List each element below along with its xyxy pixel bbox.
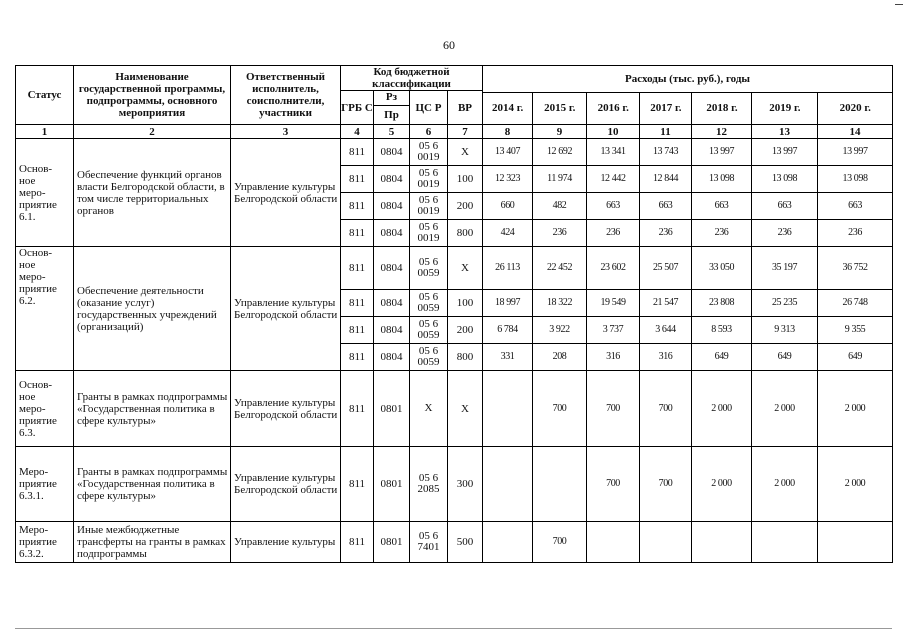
header-expenses-title: Расходы (тыс. руб.), годы xyxy=(483,66,892,93)
rzpr-cell: 0804 xyxy=(374,166,410,193)
header-budget-code: Код бюджетной классификации xyxy=(341,66,483,91)
expense-value-cell: 13 997 xyxy=(692,139,752,166)
header-year: 2020 г. xyxy=(839,102,871,114)
expense-value-cell: 25 235 xyxy=(752,290,818,317)
column-number: 5 xyxy=(374,125,410,139)
header-name: Наименование государственной программы, подпрограммы, основного мероприятия xyxy=(74,66,231,125)
column-number: 3 xyxy=(231,125,341,139)
grbs-cell: 811 xyxy=(341,193,374,220)
grbs-cell: 811 xyxy=(341,522,374,563)
expense-value-cell: 2 000 xyxy=(752,447,818,522)
expense-value-cell: 236 xyxy=(587,220,640,247)
expense-value-cell: 13 407 xyxy=(483,139,533,166)
expense-value-cell: 649 xyxy=(752,344,818,371)
grbs-cell: 811 xyxy=(341,139,374,166)
rzpr-cell: 0804 xyxy=(374,220,410,247)
rzpr-cell: 0804 xyxy=(374,193,410,220)
expense-value-cell: 13 341 xyxy=(587,139,640,166)
rzpr-cell: 0801 xyxy=(374,371,410,447)
csr-cell: 05 6 0059 xyxy=(410,290,448,317)
expense-value-cell: 13 997 xyxy=(818,139,893,166)
page-number: 60 xyxy=(443,38,455,52)
activity-name-cell: Обеспечение функций органов власти Белгородской области, в том числе территориальных органов xyxy=(74,139,231,247)
rzpr-cell: 0804 xyxy=(374,139,410,166)
column-number: 11 xyxy=(640,125,692,139)
expense-value-cell xyxy=(483,522,533,563)
vr-cell: 200 xyxy=(448,317,483,344)
activity-name-cell: Гранты в рамках подпрограммы «Государственная политика в сфере культуры» xyxy=(74,371,231,447)
table-row xyxy=(16,447,893,522)
expense-value-cell: 331 xyxy=(483,344,533,371)
column-number: 14 xyxy=(818,125,893,139)
expense-value-cell: 3 737 xyxy=(587,317,640,344)
expense-value-cell xyxy=(692,522,752,563)
expense-value-cell xyxy=(818,522,893,563)
csr-cell: 05 6 7401 xyxy=(410,522,448,563)
status-cell: Основ- ное меро- приятие 6.1. xyxy=(16,139,74,247)
expense-value-cell: 23 808 xyxy=(692,290,752,317)
expense-value-cell: 649 xyxy=(692,344,752,371)
expense-value-cell: 236 xyxy=(533,220,587,247)
expense-value-cell: 2 000 xyxy=(692,447,752,522)
column-number: 4 xyxy=(341,125,374,139)
status-cell: Основ- ное меро- приятие 6.3. xyxy=(16,371,74,447)
rzpr-cell: 0804 xyxy=(374,317,410,344)
header-year: 2015 г. xyxy=(533,93,587,124)
expense-value-cell: 2 000 xyxy=(818,371,893,447)
expense-value-cell: 236 xyxy=(692,220,752,247)
responsible-cell: Управление культуры Белгородской области xyxy=(231,447,341,522)
expense-value-cell: 36 752 xyxy=(818,247,893,290)
header-responsible: Ответственный исполнитель, соисполнители, участники xyxy=(231,66,341,125)
expense-value-cell: 663 xyxy=(640,193,692,220)
expense-value-cell: 22 452 xyxy=(533,247,587,290)
grbs-cell: 811 xyxy=(341,371,374,447)
vr-cell: Х xyxy=(448,139,483,166)
expense-value-cell xyxy=(640,522,692,563)
column-number: 12 xyxy=(692,125,752,139)
expense-value-cell: 700 xyxy=(587,371,640,447)
expense-value-cell: 663 xyxy=(818,193,893,220)
expense-value-cell: 13 098 xyxy=(752,166,818,193)
header-year: 2018 г. xyxy=(692,93,752,124)
responsible-cell: Управление культуры Белгородской области xyxy=(231,247,341,371)
expense-value-cell: 9 355 xyxy=(818,317,893,344)
status-cell: Меро- приятие 6.3.2. xyxy=(16,522,74,563)
expense-value-cell: 663 xyxy=(587,193,640,220)
expense-value-cell: 663 xyxy=(752,193,818,220)
expense-value-cell: 700 xyxy=(640,371,692,447)
column-numbers-row xyxy=(16,125,893,139)
header-rz: Рз xyxy=(374,91,409,106)
csr-cell: 05 6 0019 xyxy=(410,166,448,193)
vr-cell: 100 xyxy=(448,166,483,193)
header-year: 2017 г. xyxy=(640,93,692,124)
grbs-cell: 811 xyxy=(341,344,374,371)
grbs-cell: 811 xyxy=(341,247,374,290)
header-year: 2014 г. xyxy=(483,93,533,124)
expense-value-cell: 700 xyxy=(533,371,587,447)
expense-value-cell: 316 xyxy=(640,344,692,371)
vr-cell: 300 xyxy=(448,447,483,522)
expense-value-cell: 26 113 xyxy=(483,247,533,290)
activity-name-cell: Обеспечение деятельности (оказание услуг) государственных учреждений (организаций) xyxy=(74,247,231,371)
expense-value-cell: 35 197 xyxy=(752,247,818,290)
expense-value-cell: 18 322 xyxy=(533,290,587,317)
expense-value-cell: 424 xyxy=(483,220,533,247)
header-grbs: ГРБ С xyxy=(341,91,374,125)
grbs-cell: 811 xyxy=(341,220,374,247)
responsible-cell: Управление культуры Белгородской области xyxy=(231,371,341,447)
rzpr-cell: 0804 xyxy=(374,344,410,371)
expense-value-cell: 18 997 xyxy=(483,290,533,317)
expense-value-cell xyxy=(587,522,640,563)
expense-value-cell: 13 743 xyxy=(640,139,692,166)
expense-value-cell: 236 xyxy=(752,220,818,247)
rzpr-cell: 0804 xyxy=(374,290,410,317)
column-number: 8 xyxy=(483,125,533,139)
column-number: 10 xyxy=(587,125,640,139)
expense-value-cell: 25 507 xyxy=(640,247,692,290)
expense-value-cell xyxy=(483,371,533,447)
vr-cell: Х xyxy=(448,371,483,447)
expense-value-cell: 2 000 xyxy=(752,371,818,447)
expense-value-cell: 9 313 xyxy=(752,317,818,344)
status-cell: Меро- приятие 6.3.1. xyxy=(16,447,74,522)
table-row xyxy=(16,247,893,290)
table-row xyxy=(16,371,893,447)
header-row xyxy=(16,66,893,91)
expense-value-cell: 3 644 xyxy=(640,317,692,344)
expense-value-cell: 208 xyxy=(533,344,587,371)
vr-cell: 800 xyxy=(448,344,483,371)
vr-cell: 800 xyxy=(448,220,483,247)
vr-cell: 200 xyxy=(448,193,483,220)
header-status: Статус xyxy=(16,66,74,125)
header-year: 2016 г. xyxy=(587,93,640,124)
expense-value-cell xyxy=(533,447,587,522)
expense-value-cell: 33 050 xyxy=(692,247,752,290)
responsible-cell: Управление культуры Белгородской области xyxy=(231,139,341,247)
expense-value-cell: 316 xyxy=(587,344,640,371)
expense-value-cell: 26 748 xyxy=(818,290,893,317)
expense-value-cell: 700 xyxy=(587,447,640,522)
expense-value-cell: 12 442 xyxy=(587,166,640,193)
expense-value-cell: 700 xyxy=(533,522,587,563)
expense-value-cell: 12 844 xyxy=(640,166,692,193)
budget-table xyxy=(15,65,893,563)
corner-mark xyxy=(895,4,903,5)
csr-cell: 05 6 0059 xyxy=(410,317,448,344)
expense-value-cell: 3 922 xyxy=(533,317,587,344)
column-number: 7 xyxy=(448,125,483,139)
csr-cell: 05 6 0019 xyxy=(410,220,448,247)
header-pr: Пр xyxy=(384,109,399,121)
rzpr-cell: 0801 xyxy=(374,447,410,522)
expense-value-cell: 660 xyxy=(483,193,533,220)
expense-value-cell: 663 xyxy=(692,193,752,220)
column-number: 2 xyxy=(74,125,231,139)
expense-value-cell: 700 xyxy=(640,447,692,522)
expense-value-cell: 649 xyxy=(818,344,893,371)
rzpr-cell: 0801 xyxy=(374,522,410,563)
grbs-cell: 811 xyxy=(341,166,374,193)
expense-value-cell: 11 974 xyxy=(533,166,587,193)
page-bottom-edge xyxy=(15,628,892,629)
expense-value-cell xyxy=(752,522,818,563)
grbs-cell: 811 xyxy=(341,447,374,522)
expense-value-cell: 13 098 xyxy=(692,166,752,193)
responsible-cell: Управление культуры xyxy=(231,522,341,563)
expense-value-cell: 13 098 xyxy=(818,166,893,193)
expense-value-cell: 12 692 xyxy=(533,139,587,166)
expense-value-cell: 21 547 xyxy=(640,290,692,317)
expense-value-cell xyxy=(483,447,533,522)
grbs-cell: 811 xyxy=(341,317,374,344)
activity-name-cell: Гранты в рамках подпрограммы «Государственная политика в сфере культуры» xyxy=(74,447,231,522)
csr-cell: 05 6 0059 xyxy=(410,247,448,290)
grbs-cell: 811 xyxy=(341,290,374,317)
vr-cell: Х xyxy=(448,247,483,290)
expense-value-cell: 13 997 xyxy=(752,139,818,166)
vr-cell: 500 xyxy=(448,522,483,563)
column-number: 9 xyxy=(533,125,587,139)
header-csr: ЦС Р xyxy=(410,91,448,125)
activity-name-cell: Иные межбюджетные трансферты на гранты в рамках подпрограммы xyxy=(74,522,231,563)
csr-cell: 05 6 0059 xyxy=(410,344,448,371)
table-row xyxy=(16,522,893,563)
expense-value-cell: 2 000 xyxy=(818,447,893,522)
expense-value-cell: 482 xyxy=(533,193,587,220)
csr-cell: 05 6 0019 xyxy=(410,193,448,220)
expense-value-cell: 19 549 xyxy=(587,290,640,317)
expense-value-cell: 236 xyxy=(640,220,692,247)
rzpr-cell: 0804 xyxy=(374,247,410,290)
header-rzpr xyxy=(374,91,410,125)
header-expenses xyxy=(483,66,893,125)
table-row xyxy=(16,139,893,166)
header-years xyxy=(483,93,892,124)
status-cell: Основ- ное меро- приятие 6.2. xyxy=(16,247,74,371)
column-number: 6 xyxy=(410,125,448,139)
expense-value-cell: 6 784 xyxy=(483,317,533,344)
expense-value-cell: 23 602 xyxy=(587,247,640,290)
csr-cell: 05 6 2085 xyxy=(410,447,448,522)
column-number: 13 xyxy=(752,125,818,139)
csr-cell: Х xyxy=(410,371,448,447)
expense-value-cell: 236 xyxy=(818,220,893,247)
expense-value-cell: 8 593 xyxy=(692,317,752,344)
vr-cell: 100 xyxy=(448,290,483,317)
column-number: 1 xyxy=(16,125,74,139)
expense-value-cell: 12 323 xyxy=(483,166,533,193)
expense-value-cell: 2 000 xyxy=(692,371,752,447)
header-year: 2019 г. xyxy=(752,93,818,124)
header-vr: ВР xyxy=(448,91,483,125)
csr-cell: 05 6 0019 xyxy=(410,139,448,166)
